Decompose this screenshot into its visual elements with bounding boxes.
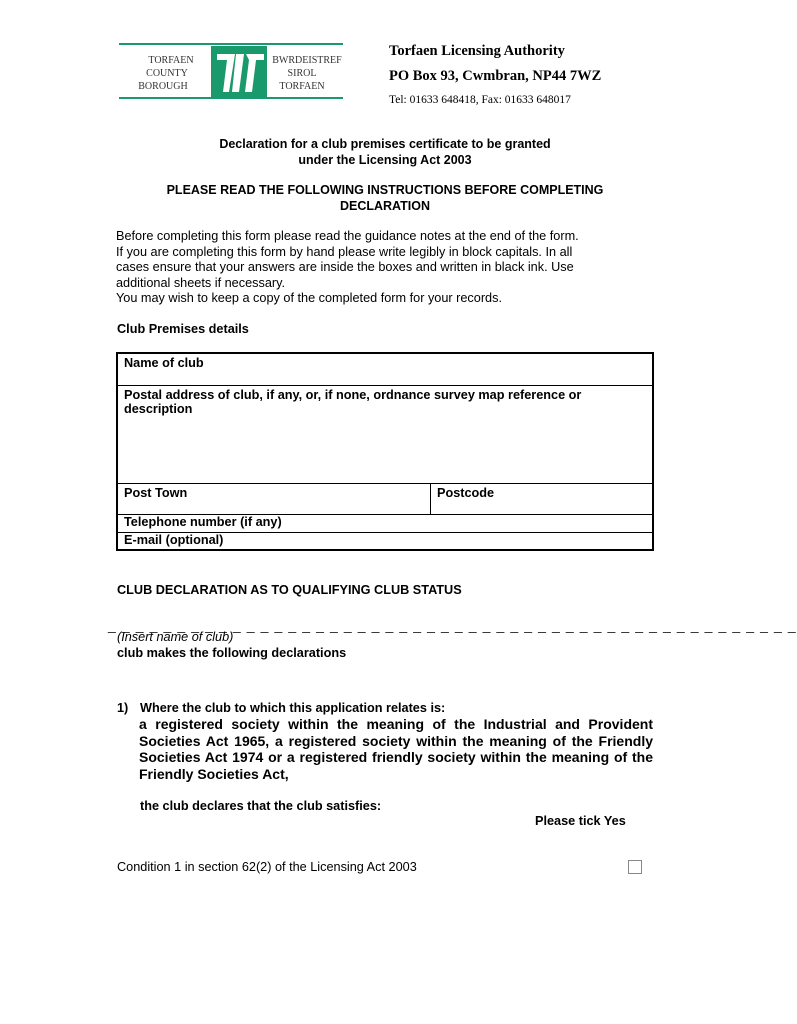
telephone-label: Telephone number (if any) — [124, 514, 282, 529]
club-makes-declarations: club makes the following declarations — [117, 646, 347, 660]
condition-1-checkbox[interactable] — [628, 860, 642, 874]
form-title-line-2: under the Licensing Act 2003 — [298, 152, 472, 167]
email-label: E-mail (optional) — [124, 532, 224, 547]
club-premises-heading: Club Premises details — [117, 322, 249, 336]
condition-1-label: Condition 1 in section 62(2) of the Licensing Act 2003 — [117, 860, 417, 874]
name-of-club-field[interactable] — [117, 353, 653, 385]
insert-name-hint: (Insert name of club) — [117, 630, 234, 644]
postcode-label: Postcode — [437, 485, 495, 500]
postal-address-label: Postal address of club, if any, or, if none, ordnance survey map reference or description — [124, 387, 582, 416]
postal-address-field[interactable] — [117, 385, 653, 483]
tick-yes-header: Please tick Yes — [535, 814, 626, 828]
torfaen-logo — [117, 42, 345, 102]
name-of-club-label: Name of club — [124, 356, 204, 370]
logo-left-line-1: TORFAEN — [148, 55, 194, 66]
post-town-field[interactable] — [117, 483, 431, 514]
form-title-line-1: Declaration for a club premises certificate to be granted — [219, 137, 551, 151]
authority-name: Torfaen Licensing Authority — [389, 43, 565, 59]
item-1-body: a registered society within the meaning of the Industrial and Provident Societies Act 1965, a registered society within the meaning of the Friendly Societies Act 1974 or a registered friendly society within the meaning of the Friendly Societies Act, — [139, 716, 653, 782]
postcode-field[interactable] — [431, 483, 654, 514]
logo-left-line-3: BOROUGH — [138, 81, 188, 92]
authority-address: PO Box 93, Cwmbran, NP44 7WZ — [389, 68, 602, 84]
intro-line: Before completing this form please read the guidance notes at the end of the form. — [116, 229, 579, 243]
instructions-heading — [117, 183, 653, 214]
logo-right-line-3: TORFAEN — [279, 81, 325, 92]
intro-line: You may wish to keep a copy of the completed form for your records. — [116, 291, 502, 306]
club-premises-table — [116, 352, 654, 551]
logo-right-line-2: SIROL — [287, 68, 317, 79]
form-title — [117, 137, 653, 168]
authority-contact: Tel: 01633 648418, Fax: 01633 648017 — [389, 94, 571, 106]
post-town-label: Post Town — [124, 485, 188, 500]
intro-line: additional sheets if necessary. — [116, 275, 286, 290]
torfaen-logo-graphic — [117, 42, 345, 102]
telephone-field[interactable] — [117, 514, 653, 532]
logo-right-line-1: BWRDEISTREF — [272, 55, 342, 66]
club-satisfies-text: the club declares that the club satisfies: — [140, 799, 382, 813]
item-1-intro: Where the club to which this application relates is: — [140, 701, 446, 715]
logo-left-line-2: COUNTY — [146, 68, 188, 79]
declaration-heading: CLUB DECLARATION AS TO QUALIFYING CLUB STATUS — [117, 583, 462, 597]
intro-line: cases ensure that your answers are inside the boxes and written in black ink. Use — [116, 260, 574, 275]
intro-paragraph — [116, 229, 656, 307]
club-name-input-line[interactable]: _ _ _ _ _ _ _ _ _ _ _ _ _ _ _ _ _ _ _ _ _ _ _ _ _ _ _ _ _ _ _ _ _ _ _ _ _ _ _ _ _ _ _ _ _ _ _ _ _ _ — [108, 617, 797, 633]
instructions-heading-line-1: PLEASE READ THE FOLLOWING INSTRUCTIONS BEFORE COMPLETING — [166, 183, 604, 197]
email-field[interactable] — [117, 532, 653, 550]
intro-line: If you are completing this form by hand please write legibly in block capitals. In all — [116, 244, 573, 259]
item-1-number: 1) — [117, 701, 129, 715]
instructions-heading-line-2: DECLARATION — [339, 198, 431, 213]
